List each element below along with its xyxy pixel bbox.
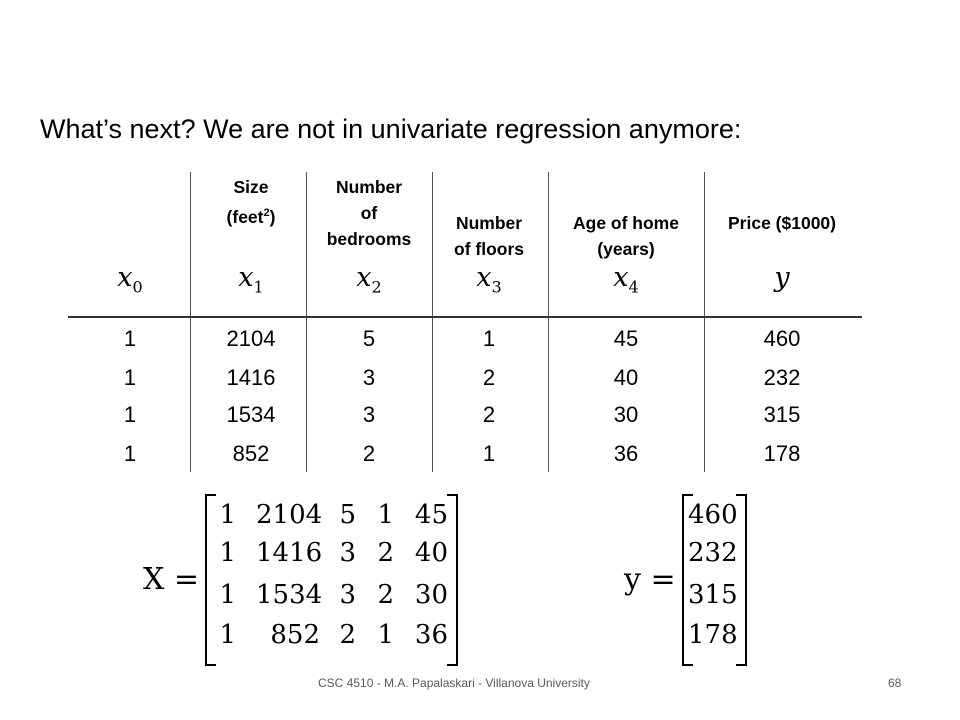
- page-number: 68: [888, 676, 902, 690]
- table-cell: 2: [362, 441, 376, 466]
- matrix-x-cell: 2: [377, 580, 394, 610]
- symbol-x4: $x_4$: [613, 262, 639, 297]
- table-cell: 30: [613, 402, 639, 427]
- matrix-x-cell: 5: [339, 500, 356, 530]
- table-cell: 1: [482, 441, 496, 466]
- matrix-x-cell: 2: [339, 620, 356, 650]
- table-cell: 45: [613, 326, 639, 351]
- matrix-x-cell: 45: [414, 500, 448, 530]
- table-cell: 2: [482, 365, 496, 390]
- table-cell: 2104: [226, 326, 276, 351]
- header-bedrooms: Number of bedrooms: [326, 177, 412, 249]
- symbol-y: y: [774, 262, 790, 293]
- header-age: Age of home (years): [573, 213, 679, 259]
- matrix-x-cell: 30: [414, 580, 448, 610]
- table-cell: 178: [763, 441, 801, 466]
- matrix-x-label: X =: [143, 562, 200, 597]
- table-cell: 1: [123, 441, 137, 466]
- matrix-y-cell: 178: [688, 620, 738, 650]
- matrix-y-cell: 460: [688, 500, 738, 530]
- table-cell: 1: [482, 326, 496, 351]
- table-cell: 1: [123, 402, 137, 427]
- table-cell: 460: [763, 326, 801, 351]
- matrix-x-cell: 36: [414, 620, 448, 650]
- footer-text: CSC 4510 - M.A. Papalaskari - Villanova University: [318, 676, 590, 690]
- table-cell: 3: [362, 402, 376, 427]
- table-cell: 232: [763, 365, 801, 390]
- table-cell: 315: [763, 402, 801, 427]
- matrix-x-cell: 1: [219, 500, 236, 530]
- matrix-y-cell: 232: [688, 538, 738, 568]
- header-rule: [68, 316, 862, 318]
- table-cell: 1416: [226, 365, 276, 390]
- matrix-x-cell: 1416: [256, 538, 323, 568]
- header-size: [196, 174, 306, 230]
- table-cell: 2: [482, 402, 496, 427]
- table-cell: 1: [123, 365, 137, 390]
- matrix-x-cell: 1: [219, 538, 236, 568]
- table-cell: 852: [232, 441, 270, 466]
- symbol-x3: $x_3$: [476, 262, 502, 297]
- matrix-x-cell: 852: [270, 620, 320, 650]
- column-divider: [190, 172, 191, 472]
- matrix-x-cell: 40: [414, 538, 448, 568]
- table-cell: 40: [613, 365, 639, 390]
- table-cell: 1534: [226, 402, 276, 427]
- matrix-x-cell: 2: [377, 538, 394, 568]
- symbol-x2: $x_2$: [356, 262, 382, 297]
- matrix-x-right-bracket: [447, 494, 458, 666]
- symbol-x1: $x_1$: [238, 262, 264, 297]
- table-cell: 5: [362, 326, 376, 351]
- header-floors: Number of floors: [454, 213, 524, 259]
- matrix-x-cell: 2104: [256, 500, 323, 530]
- matrix-y-right-bracket: [736, 494, 747, 666]
- matrix-y-cell: 315: [688, 580, 738, 610]
- header-size-line1: Size: [233, 177, 269, 197]
- matrix-x-cell: 3: [339, 580, 356, 610]
- slide-heading: What’s next? We are not in univariate regression anymore:: [40, 114, 742, 144]
- symbol-x0: $x_0$: [117, 262, 143, 297]
- table-cell: 1: [123, 326, 137, 351]
- header-price: Price ($1000): [728, 213, 836, 233]
- matrix-x-cell: 1: [377, 500, 394, 530]
- matrix-x-cell: 1: [377, 620, 394, 650]
- matrix-x-cell: 3: [339, 538, 356, 568]
- table-cell: 36: [613, 441, 639, 466]
- header-size-line2: (feet$^2$): [226, 206, 276, 227]
- table-cell: 3: [362, 365, 376, 390]
- matrix-x-cell: 1: [219, 580, 236, 610]
- matrix-x-cell: 1: [219, 620, 236, 650]
- matrix-x-cell: 1534: [256, 580, 323, 610]
- matrix-y-label: y =: [624, 562, 676, 597]
